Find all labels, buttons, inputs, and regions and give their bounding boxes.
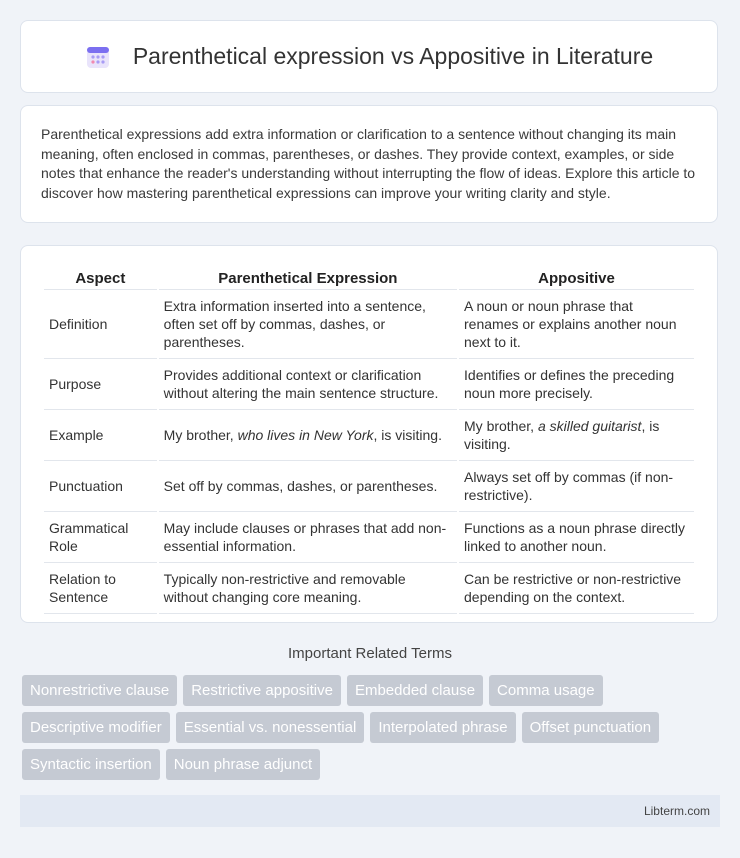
cell-appositive: A noun or noun phrase that renames or explains another noun next to it. xyxy=(459,290,694,359)
footer xyxy=(20,795,720,827)
related-term-tag[interactable]: Restrictive appositive xyxy=(183,675,341,706)
header-aspect: Aspect xyxy=(44,264,157,290)
table-row xyxy=(44,461,694,512)
example-emphasis: who lives in New York xyxy=(237,427,374,443)
related-term-tag[interactable]: Interpolated phrase xyxy=(370,712,515,743)
example-text: , is visiting. xyxy=(373,427,442,443)
related-term-tag[interactable]: Descriptive modifier xyxy=(22,712,170,743)
related-terms-list xyxy=(22,675,722,786)
related-term-tag[interactable]: Offset punctuation xyxy=(522,712,659,743)
cell-aspect: Punctuation xyxy=(44,461,157,512)
table-row xyxy=(44,563,694,614)
related-term-tag[interactable]: Noun phrase adjunct xyxy=(166,749,320,780)
cell-aspect: Example xyxy=(44,410,157,461)
table-row xyxy=(44,359,694,410)
comparison-table-card xyxy=(20,245,718,623)
cell-appositive: Always set off by commas (if non-restrictive). xyxy=(459,461,694,512)
example-text: , is visiting. xyxy=(464,418,660,452)
cell-appositive xyxy=(459,410,694,461)
calendar-grid-icon xyxy=(85,44,111,70)
cell-appositive: Identifies or defines the preceding noun more precisely. xyxy=(459,359,694,410)
cell-aspect: Relation to Sentence xyxy=(44,563,157,614)
intro-text: Parenthetical expressions add extra information or clarification to a sentence without changing its main meaning, often enclosed in commas, parentheses, or dashes. They provide context, examples, or side notes that enhance the reader's understanding without interrupting the flow of ideas. Explore this article to discover how mastering parenthetical expressions can improve your writing clarity and style. xyxy=(41,126,696,201)
related-term-tag[interactable]: Embedded clause xyxy=(347,675,483,706)
header-parenthetical: Parenthetical Expression xyxy=(159,264,457,290)
header-appositive: Appositive xyxy=(459,264,694,290)
cell-appositive: Can be restrictive or non-restrictive depending on the context. xyxy=(459,563,694,614)
cell-aspect: Grammatical Role xyxy=(44,512,157,563)
cell-parenthetical: May include clauses or phrases that add non-essential information. xyxy=(159,512,457,563)
table-row xyxy=(44,290,694,359)
cell-parenthetical: Provides additional context or clarification without altering the main sentence structure. xyxy=(159,359,457,410)
table-header-row xyxy=(44,264,694,290)
cell-parenthetical: Typically non-restrictive and removable without changing core meaning. xyxy=(159,563,457,614)
related-term-tag[interactable]: Nonrestrictive clause xyxy=(22,675,177,706)
cell-parenthetical xyxy=(159,410,457,461)
table-row xyxy=(44,512,694,563)
example-text: My brother, xyxy=(163,427,238,443)
table-row xyxy=(44,410,694,461)
page-title: Parenthetical expression vs Appositive in Literature xyxy=(132,43,654,69)
cell-aspect: Definition xyxy=(44,290,157,359)
related-term-tag[interactable]: Essential vs. nonessential xyxy=(176,712,365,743)
cell-aspect: Purpose xyxy=(44,359,157,410)
related-term-tag[interactable]: Syntactic insertion xyxy=(22,749,160,780)
intro-card xyxy=(20,105,718,223)
related-terms-title: Important Related Terms xyxy=(288,645,452,662)
cell-parenthetical: Set off by commas, dashes, or parentheses. xyxy=(159,461,457,512)
cell-appositive: Functions as a noun phrase directly linked to another noun. xyxy=(459,512,694,563)
example-text: My brother, xyxy=(464,418,538,434)
cell-parenthetical: Extra information inserted into a sentence, often set off by commas, dashes, or parentheses. xyxy=(159,290,457,359)
comparison-table xyxy=(42,264,696,614)
example-emphasis: a skilled guitarist xyxy=(537,418,642,434)
footer-site-link[interactable]: Libterm.com xyxy=(643,804,710,818)
title-card xyxy=(20,20,718,93)
related-term-tag[interactable]: Comma usage xyxy=(489,675,603,706)
